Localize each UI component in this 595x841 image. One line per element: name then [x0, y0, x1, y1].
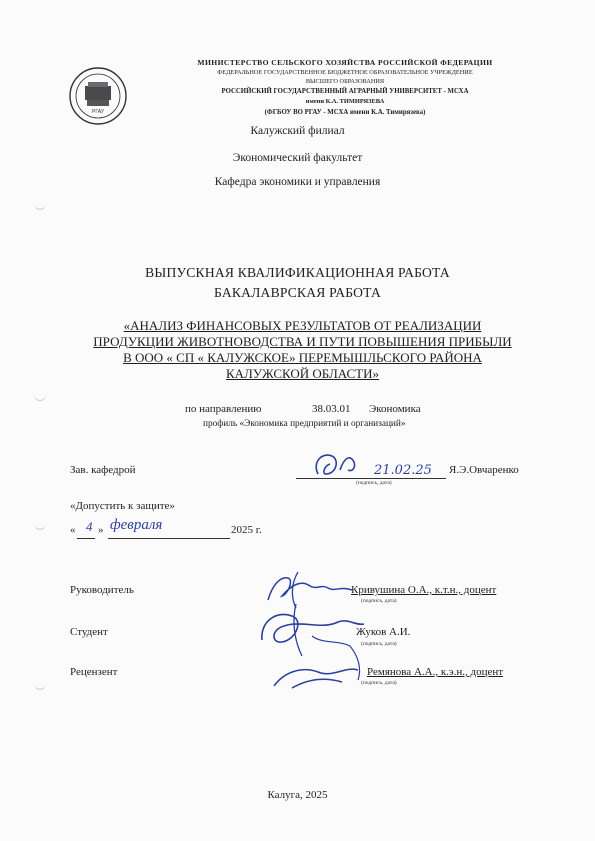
branch-name: Калужский филиал — [250, 125, 345, 137]
university-named-after: имени К.А. ТИМИРЯЗЕВА — [305, 98, 385, 105]
supervisor-caption: (подпись, дата) — [361, 598, 397, 604]
topic-line-4: КАЛУЖСКОЙ ОБЛАСТИ» — [225, 366, 380, 381]
admit-year: 2025 г. — [231, 524, 262, 536]
svg-text:РГАУ: РГАУ — [92, 109, 104, 115]
admit-day: 4 — [86, 519, 93, 534]
university-abbreviation: (ФГБОУ ВО РГАУ - МСХА имени К.А. Тимирязева) — [264, 109, 426, 116]
university-logo — [68, 66, 128, 126]
university-name: РОССИЙСКИЙ ГОСУДАРСТВЕННЫЙ АГРАРНЫЙ УНИВЕРСИТЕТ - МСХА — [221, 88, 469, 95]
supervisor-label: Руководитель — [70, 584, 134, 596]
reviewer-signature — [262, 636, 372, 696]
topic-line-3: В ООО « СП « КАЛУЖСКОЕ» ПЕРЕМЫШЛЬСКОГО РАЙОНА — [123, 350, 482, 365]
svg-text:21.02.25: 21.02.25 — [374, 463, 432, 478]
reviewer-caption: (подпись, дата) — [361, 680, 397, 686]
student-name: Жуков А.И. — [356, 626, 411, 638]
month-underline — [108, 538, 230, 539]
reviewer-name: Ремянова А.А., к.э.н., доцент — [367, 666, 504, 678]
admit-to-defense: «Допустить к защите» — [70, 500, 175, 512]
signature-caption: (подпись, дата) — [356, 480, 392, 486]
admit-month: февраля — [110, 517, 163, 533]
topic-line-2: ПРОДУКЦИИ ЖИВОТНОВОДСТВА И ПУТИ ПОВЫШЕНИЯ ПРИБЫЛИ — [93, 334, 512, 349]
education-level: ВЫСШЕГО ОБРАЗОВАНИЯ — [305, 78, 385, 85]
day-underline — [77, 538, 95, 539]
student-caption: (подпись, дата) — [361, 641, 397, 647]
admit-close-quote: » — [98, 524, 104, 536]
topic-line-1: «АНАЛИЗ ФИНАНСОВЫХ РЕЗУЛЬТАТОВ ОТ РЕАЛИЗАЦИИ — [123, 318, 482, 333]
city-year: Калуга, 2025 — [267, 789, 328, 801]
admit-open-quote: « — [70, 524, 76, 536]
head-of-department-name: Я.Э.Овчаренко — [449, 464, 519, 476]
institution-type: ФЕДЕРАЛЬНОЕ ГОСУДАРСТВЕННОЕ БЮДЖЕТНОЕ ОБРАЗОВАТЕЛЬНОЕ УЧРЕЖДЕНИЕ — [217, 69, 473, 76]
direction-profile: профиль «Экономика предприятий и организаций» — [203, 419, 406, 429]
head-signature — [310, 448, 450, 484]
punch-mark — [34, 394, 46, 401]
head-of-department-label: Зав. кафедрой — [70, 464, 136, 476]
student-label: Студент — [70, 626, 108, 638]
punch-mark — [34, 683, 46, 690]
reviewer-label: Рецензент — [70, 666, 118, 678]
punch-mark — [34, 203, 46, 210]
faculty-name: Экономический факультет — [232, 152, 363, 164]
supervisor-name: Кривушина О.А., к.т.н., доцент — [351, 584, 497, 596]
direction-code: 38.03.01 — [312, 403, 351, 415]
direction-prefix: по направлению — [185, 403, 262, 415]
work-type-title: ВЫПУСКНАЯ КВАЛИФИКАЦИОННАЯ РАБОТА — [145, 265, 450, 280]
department-name: Кафедра экономики и управления — [214, 176, 381, 188]
direction-name: Экономика — [369, 403, 421, 415]
ministry-title: МИНИСТЕРСТВО СЕЛЬСКОГО ХОЗЯЙСТВА РОССИЙСКОЙ ФЕДЕРАЦИИ — [197, 58, 493, 67]
degree-title: БАКАЛАВРСКАЯ РАБОТА — [214, 285, 381, 300]
punch-mark — [34, 523, 46, 530]
